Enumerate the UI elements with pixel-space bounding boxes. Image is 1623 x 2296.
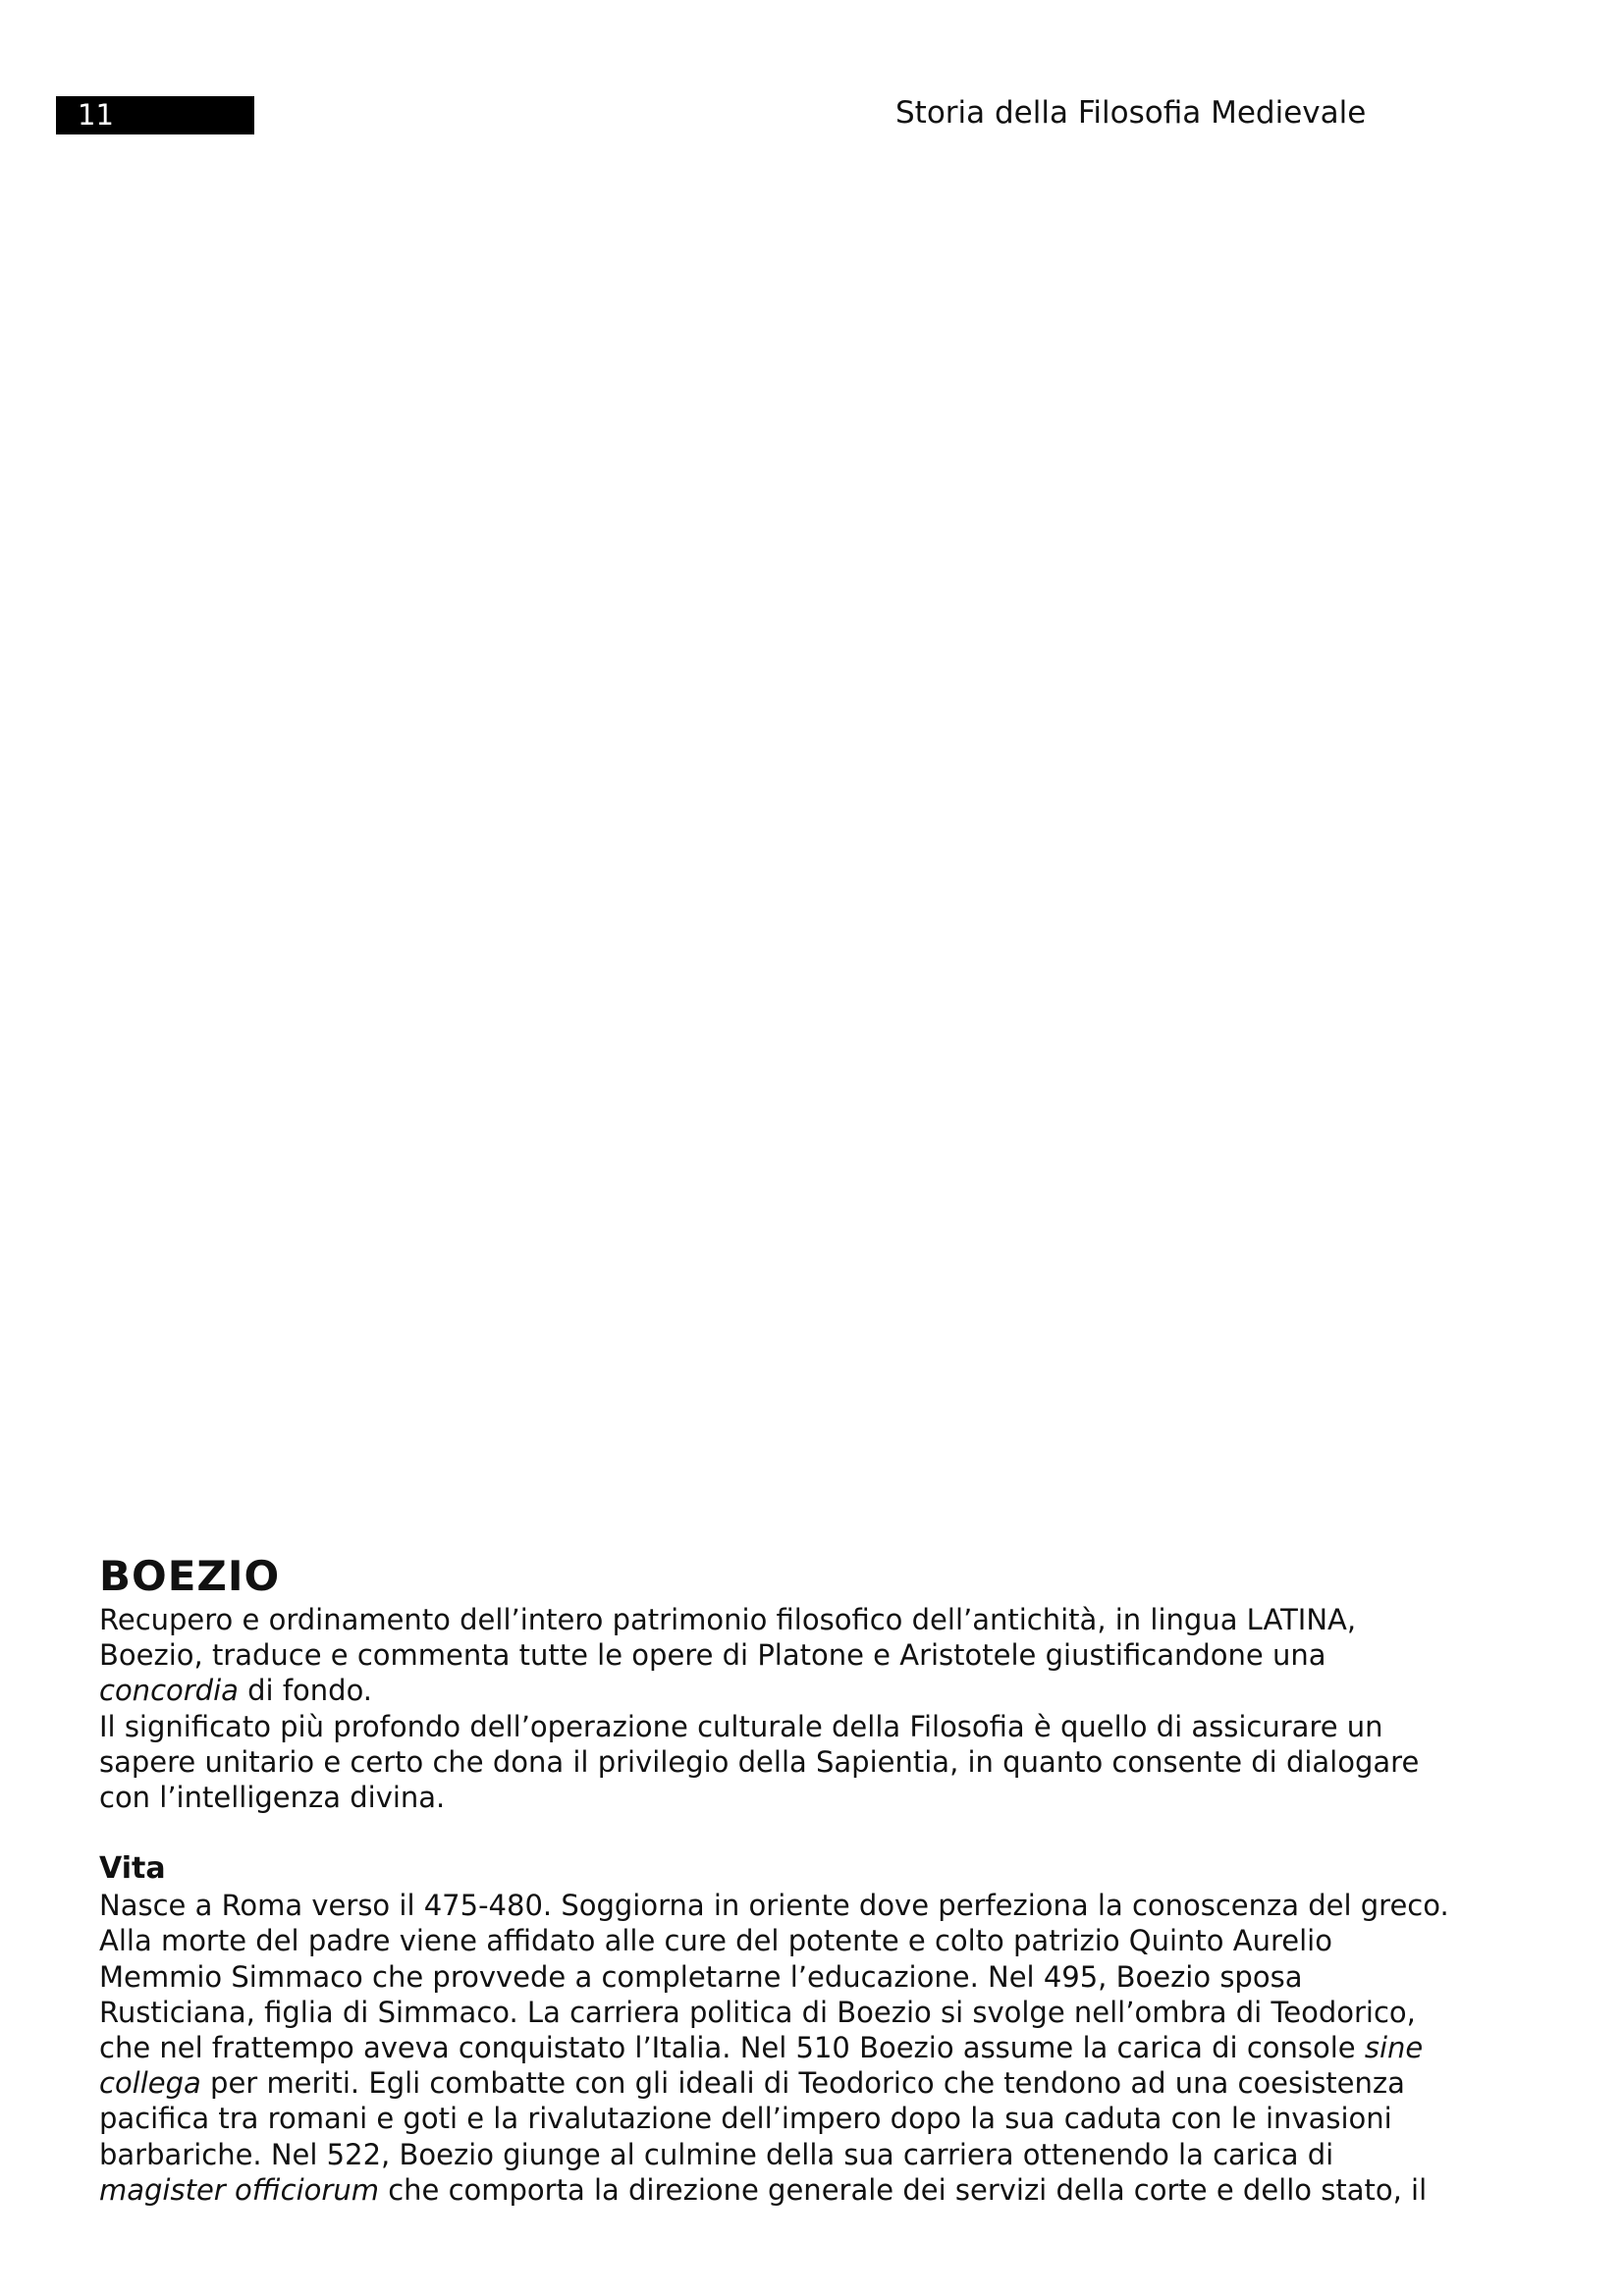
intro-paragraph-2: Il significato più profondo dell’operazione culturale della Filosofia è quello di assicurare un sapere unitario e certo che dona il privilegio della Sapientia, in quanto consente di dialogare con l’intelligenza divina. <box>99 1709 1420 1815</box>
vita-paragraph <box>99 1888 1552 2208</box>
intro-paragraph-1-italic: concordia <box>99 1674 239 1708</box>
vita-text-1: Nasce a Roma verso il 475-480. Soggiorna in oriente dove perfeziona la conoscenza del greco. Alla morte del padre viene affidato alle cure del potente e colto patrizio Quinto Aurelio Memmio Simmaco che provvede a completarne l’educazione. Nel 495, Boezio sposa Rusticiana, figlia di Simmaco. La carriera politica di Boezio si svolge nell’ombra di Teodorico, che nel frattempo aveva conquistato l’Italia. Nel 510 Boezio assume la carica di console <box>99 1889 1449 2065</box>
intro-paragraph-1 <box>99 1602 1552 1709</box>
vita-italic-magister-officiorum: magister officiorum <box>99 2172 379 2207</box>
running-header-title: Storia della Filosofia Medievale <box>895 95 1367 131</box>
section-title: BOEZIO <box>99 1552 281 1600</box>
subsection-title-vita: Vita <box>99 1851 166 1887</box>
main-content <box>99 1551 1552 2208</box>
page-number: 11 <box>56 96 254 134</box>
vita-italic-sine-collega: sine collega <box>99 2031 1424 2101</box>
vita-text-3: che comporta la direzione generale dei servizi della corte e dello stato, il <box>378 2172 1428 2207</box>
intro-paragraph-1-text: Recupero e ordinamento dell’intero patrimonio filosofico dell’antichità, in lingua LATINA, Boezio, traduce e commenta tutte le opere di Platone e Aristotele giustificandone una <box>99 1603 1357 1673</box>
vita-text-2: per meriti. Egli combatte con gli ideali di Teodorico che tendono ad una coesistenza pacifica tra romani e goti e la rivalutazione dell’impero dopo la sua caduta con le invasioni barbariche. Nel 522, Boezio giunge al culmine della sua carriera ottenendo la carica di <box>99 2066 1405 2171</box>
intro-paragraph-1-tail: di fondo. <box>238 1674 373 1708</box>
